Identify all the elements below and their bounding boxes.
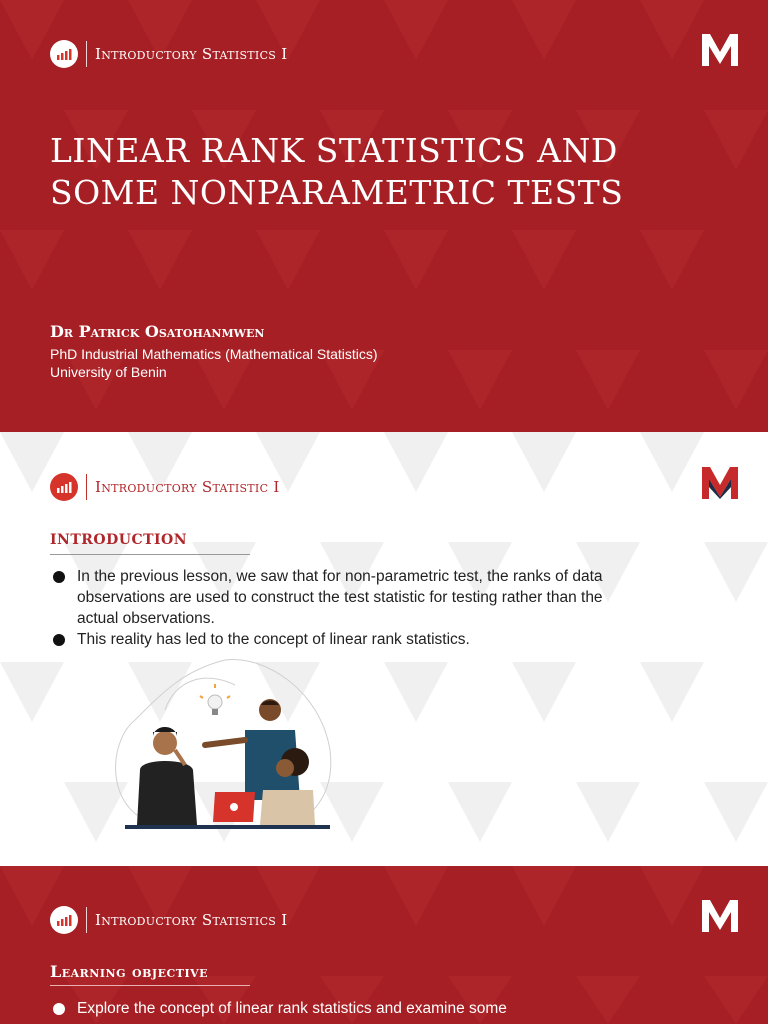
learning-objective-slide [0,866,768,1024]
heading-underline [50,554,250,555]
introduction-slide [0,432,768,866]
slide-header [50,40,287,68]
bar-chart-icon [50,40,78,68]
author-name: Dr Patrick Osatohanmwen [50,322,265,341]
bar-chart-icon [50,906,78,934]
list-item: Explore the concept of linear rank statistics and examine some [50,998,620,1019]
slide-header [50,473,280,501]
list-item: In the previous lesson, we saw that for non-parametric test, the ranks of data observations are used to construct the test statistic for testing rather than the actual observations. [50,566,620,629]
title-line-1: LINEAR RANK STATISTICS AND [50,131,618,170]
heading-underline [50,985,250,986]
m-brand-logo [702,34,738,66]
section-heading: INTRODUCTION [50,532,188,548]
bullet-list [50,566,620,650]
course-title: Introductory Statistics I [95,911,288,929]
m-brand-logo [702,900,738,932]
slide-header [50,906,287,934]
presentation-title [50,130,730,214]
course-title: Introductory Statistics I [95,45,288,63]
header-divider [86,474,87,500]
course-title: Introductory Statistic I [95,478,280,496]
bar-chart-icon [50,473,78,501]
m-brand-logo [702,467,738,499]
section-heading: Learning objective [50,962,209,981]
team-discussion-illustration [105,650,335,835]
author-degree: PhD Industrial Mathematics (Mathematical Statistics) [50,346,378,362]
title-line-2: SOME NONPARAMETRIC TESTS [50,173,624,212]
header-divider [86,41,87,67]
list-item: This reality has led to the concept of linear rank statistics. [50,629,620,650]
title-slide [0,0,768,432]
author-affiliation: University of Benin [50,364,167,380]
header-divider [86,907,87,933]
bullet-list [50,998,620,1019]
